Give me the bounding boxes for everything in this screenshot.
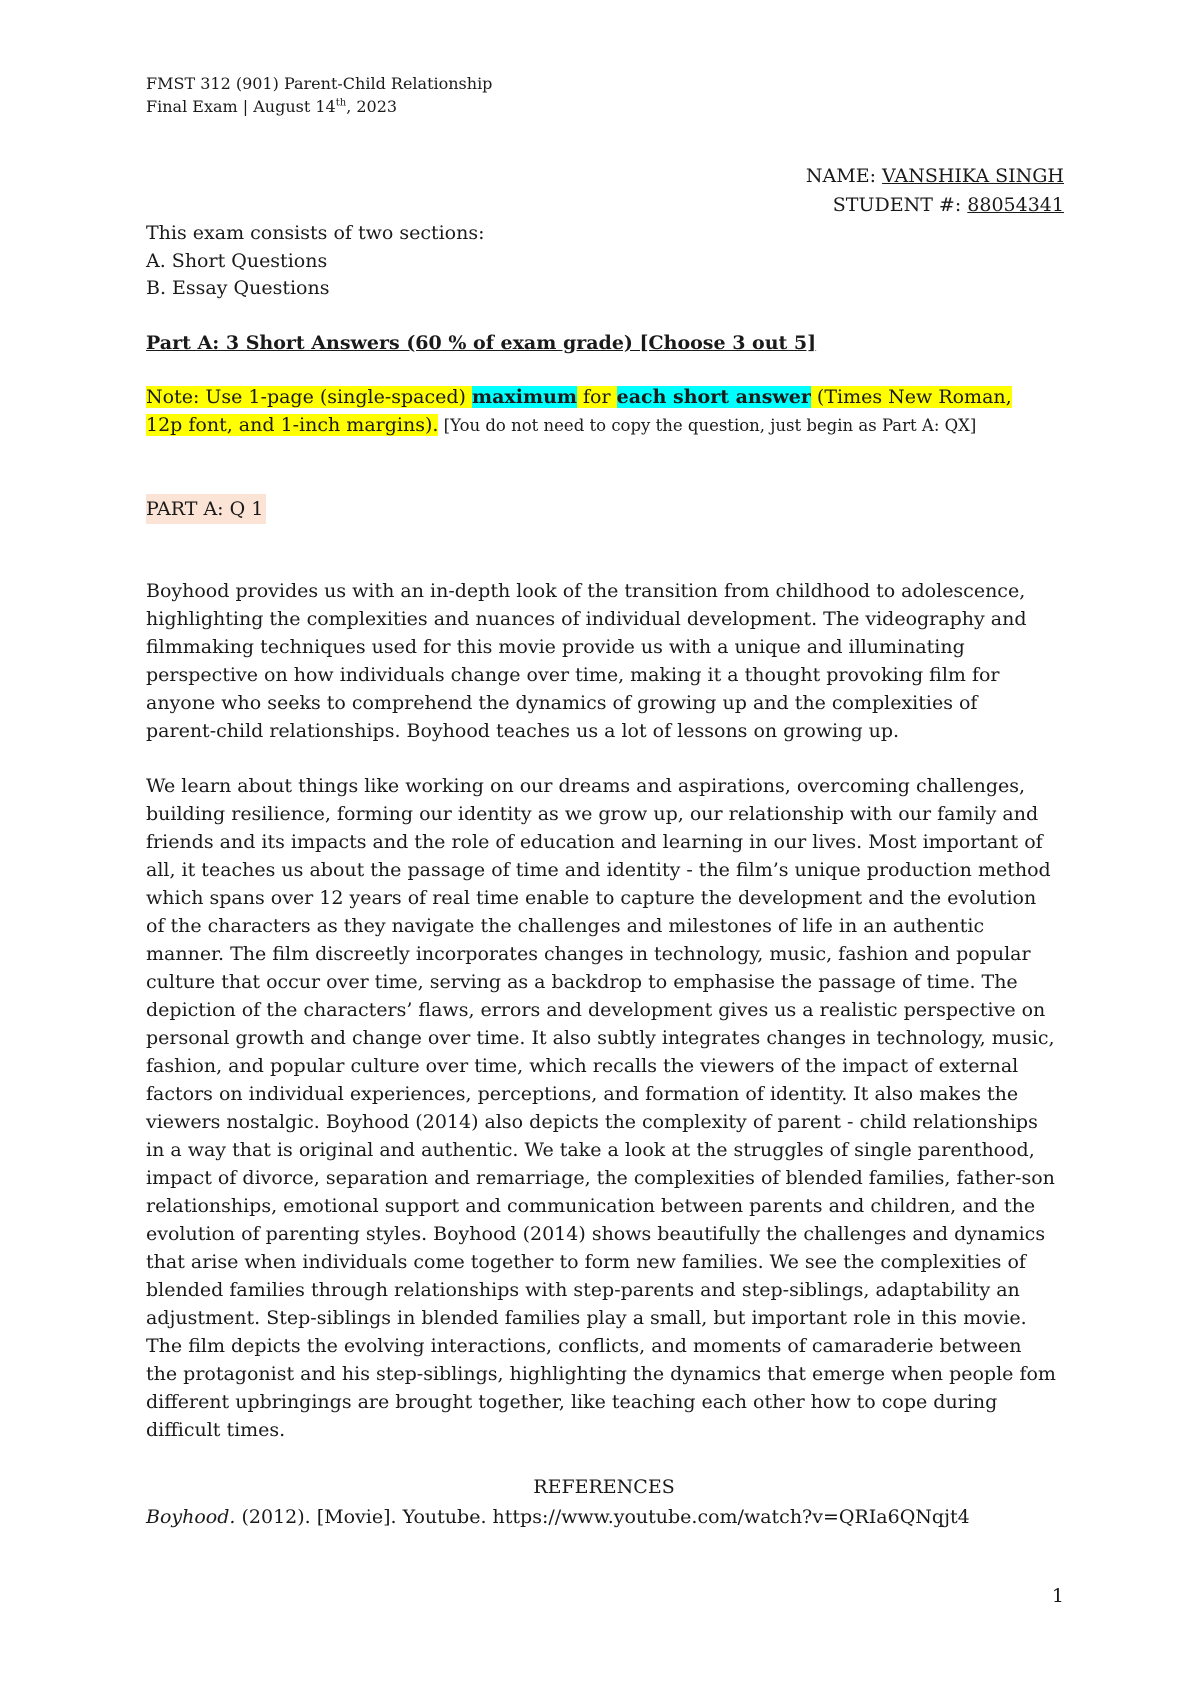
question-label: PART A: Q 1 (146, 494, 266, 524)
exam-date-prefix: Final Exam | August 14 (146, 97, 336, 116)
page-number: 1 (1051, 1585, 1064, 1607)
paragraph-line: relationships, emotional support and communication between parents and children, and the (146, 1195, 1036, 1217)
paragraph-1 (146, 577, 1076, 745)
sections-intro: This exam consists of two sections: (146, 222, 485, 244)
part-a-heading: Part A: 3 Short Answers (60 % of exam grade) [Choose 3 out 5] (146, 332, 817, 354)
student-number-label: STUDENT #: (832, 194, 968, 216)
exam-date-sup: th (335, 97, 347, 109)
paragraph-line: building resilience, forming our identity as we grow up, our relationship with our family and (146, 803, 1039, 825)
paragraph-line: Boyhood provides us with an in-depth look of the transition from childhood to adolescence, (146, 580, 1026, 602)
note-part-2: for (576, 386, 617, 408)
paragraph-line: of the characters as they navigate the challenges and milestones of life in an authentic (146, 915, 985, 937)
paragraph-line: different upbringings are brought together, like teaching each other how to cope during (146, 1391, 998, 1413)
note-maximum: maximum (472, 386, 577, 408)
paragraph-line: friends and its impacts and the role of education and learning in our lives. Most important of (146, 831, 1043, 853)
name-label: NAME: (805, 165, 883, 187)
paragraph-line: that arise when individuals come together to form new families. We see the complexities of (146, 1251, 1026, 1273)
paragraph-line: the protagonist and his step-siblings, highlighting the dynamics that emerge when people fom (146, 1363, 1056, 1385)
paragraph-line: difficult times. (146, 1419, 286, 1441)
paragraph-line: depiction of the characters’ flaws, errors and development gives us a realistic perspective on (146, 999, 1046, 1021)
exam-sections (146, 220, 485, 303)
references-heading (0, 1474, 1200, 1501)
exam-date-suffix: , 2023 (346, 97, 398, 116)
paragraph-line: which spans over 12 years of real time enable to capture the development and the evolution (146, 887, 1037, 909)
name-value: VANSHIKA SINGH (882, 165, 1064, 187)
paragraph-line: factors on individual experiences, perceptions, and formation of identity. It also makes the (146, 1083, 1019, 1105)
note-part-4: 12p font, and 1-inch margins). (146, 414, 439, 436)
note-part-3: (Times New Roman, (810, 386, 1012, 408)
reference-entry (146, 1503, 970, 1531)
paragraph-line: adjustment. Step-siblings in blended families play a small, but important role in this movie. (146, 1307, 1027, 1329)
paragraph-line: highlighting the complexities and nuances of individual development. The videography and (146, 608, 1027, 630)
paragraph-line: The film depicts the evolving interactions, conflicts, and moments of camaraderie between (146, 1335, 1022, 1357)
paragraph-line: perspective on how individuals change over time, making it a thought provoking film for (146, 664, 1000, 686)
paragraph-line: We learn about things like working on our dreams and aspirations, overcoming challenges, (146, 775, 1026, 797)
references-heading-text: REFERENCES (533, 1476, 675, 1498)
paragraph-line: impact of divorce, separation and remarriage, the complexities of blended families, father-son (146, 1167, 1055, 1189)
paragraph-line: manner. The film discreetly incorporates changes in technology, music, fashion and popular (146, 943, 1031, 965)
paragraph-line: fashion, and popular culture over time, which recalls the viewers of the impact of external (146, 1055, 1019, 1077)
paragraph-line: viewers nostalgic. Boyhood (2014) also depicts the complexity of parent - child relationships (146, 1111, 1038, 1133)
paragraph-line: filmmaking techniques used for this movie provide us with a unique and illuminating (146, 636, 965, 658)
paragraph-line: personal growth and change over time. It also subtly integrates changes in technology, music, (146, 1027, 1055, 1049)
section-b: B. Essay Questions (146, 277, 330, 299)
section-a: A. Short Questions (146, 249, 328, 272)
paragraph-line: evolution of parenting styles. Boyhood (2014) shows beautifully the challenges and dynamics (146, 1223, 1046, 1245)
paragraph-line: blended families through relationships with step-parents and step-siblings, adaptability an (146, 1279, 1020, 1301)
student-number-value: 88054341 (967, 194, 1064, 216)
paragraph-line: anyone who seeks to comprehend the dynamics of growing up and the complexities of (146, 692, 978, 714)
student-name (806, 163, 1064, 190)
reference-details: (2012). [Movie]. Youtube. https://www.youtube.com/watch?v=QRIa6QNqjt4 (235, 1506, 970, 1528)
student-number (833, 192, 1064, 219)
paragraph-2 (146, 772, 1076, 1444)
paragraph-line: culture that occur over time, serving as a backdrop to emphasise the passage of time. The (146, 971, 1018, 993)
note-text (146, 383, 1076, 440)
note-part-1: Note: Use 1-page (single-spaced) (146, 386, 472, 408)
note-each-short-answer: each short answer (616, 386, 811, 408)
note-instruction: [You do not need to copy the question, just begin as Part A: QX] (438, 416, 977, 435)
paragraph-line: in a way that is original and authentic. We take a look at the struggles of single parenthood, (146, 1139, 1035, 1161)
paragraph-line: all, it teaches us about the passage of time and identity - the film’s unique production method (146, 859, 1051, 881)
course-title: FMST 312 (901) Parent-Child Relationship (146, 74, 493, 93)
reference-title: Boyhood. (146, 1506, 236, 1528)
paragraph-line: parent-child relationships. Boyhood teaches us a lot of lessons on growing up. (146, 720, 900, 742)
exam-date (146, 96, 397, 118)
